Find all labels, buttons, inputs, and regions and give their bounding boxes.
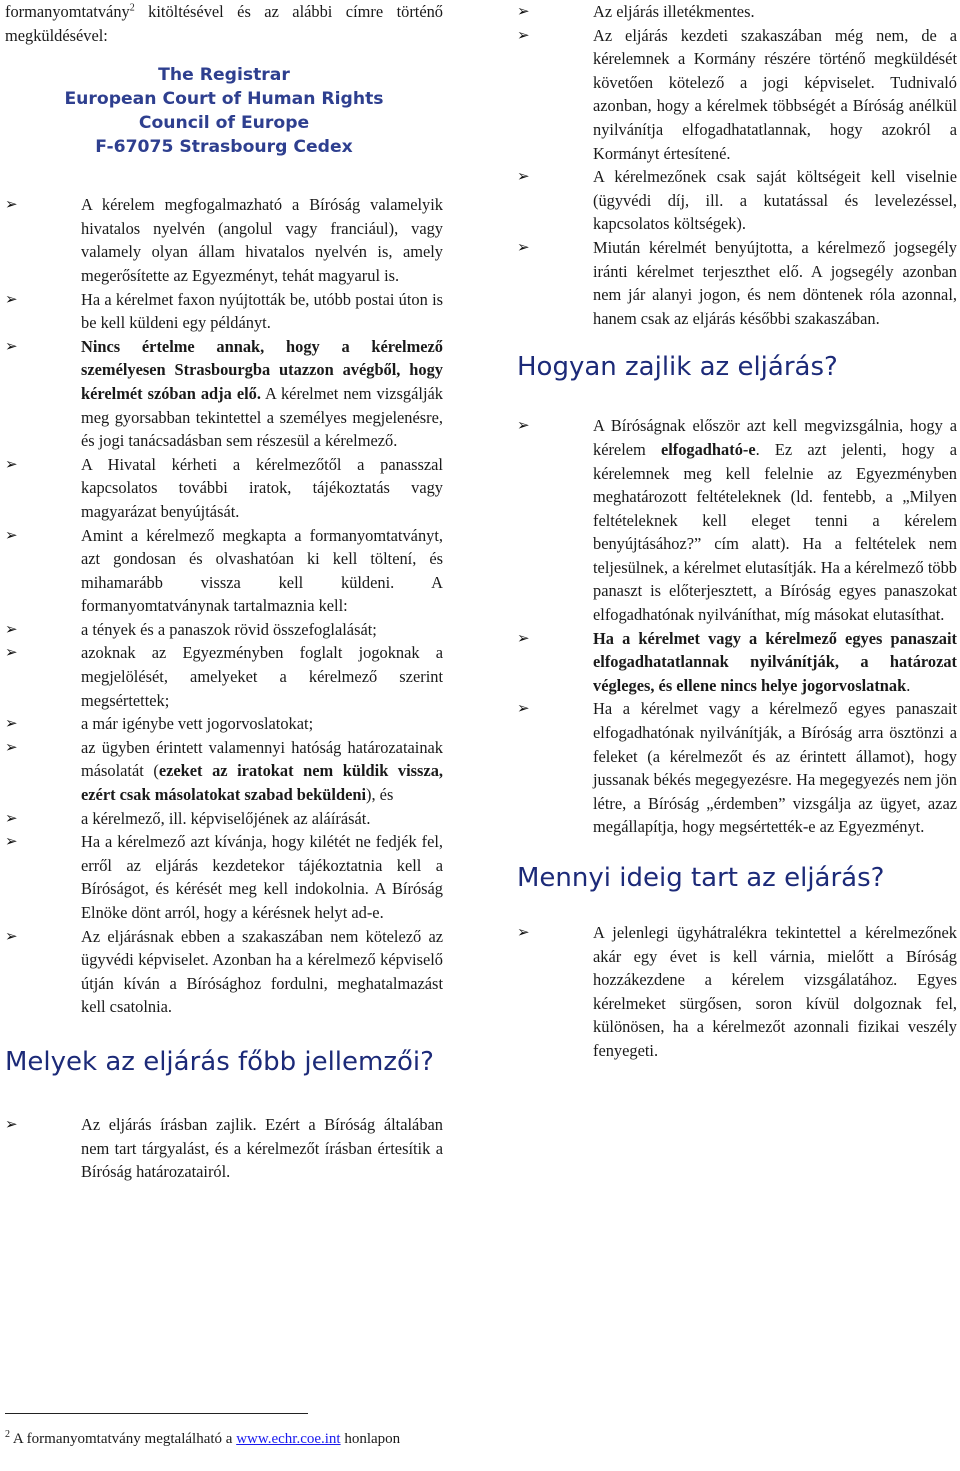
list-item <box>5 1113 443 1184</box>
arrow-bullet-icon: ➢ <box>517 628 530 647</box>
list-item-emphasis: elfogadható-e <box>660 439 756 459</box>
list-item <box>5 925 443 1019</box>
list-item <box>5 641 443 712</box>
arrow-bullet-icon: ➢ <box>5 454 18 473</box>
arrow-bullet-icon: ➢ <box>517 699 530 718</box>
list-item <box>5 524 443 618</box>
list-item <box>5 807 443 831</box>
list-item-text: A kérelmezőnek csak saját költségeit kell viselnie (ügyvédi díj, ill. a kutatással és levelezéssel, kapcsolatos költségek). <box>593 167 957 234</box>
intro-text-after: kitöltésével és az alábbi címre történő megküldésével: <box>5 2 443 45</box>
list-item <box>5 830 443 924</box>
list-item <box>5 193 443 287</box>
features-list <box>5 1113 443 1184</box>
list-item-text: Az eljárás kezdeti szakaszában még nem, de a kérelemnek a Kormány részére történő megküldését követően kötelező a jogi képviselet. Tudnivaló azonban, hogy a kérelmek többségét a Bíróság anélkül nyilvánítja elfogadhatatlannak, hogy azokról a Kormányt értesítené. <box>593 25 957 163</box>
list-item-text: . Ez azt jelenti, hogy a kérelemnek meg kell felelnie az Egyezményben meghatározott feltételeknek (ld. fentebb, a „Milyen feltételeknek kell eleget tenni a kérelem benyújtásához?” cím alatt). Ha a feltételek nem teljesülnek, a kérelmet elutasítják. Ha a kérelmező több panaszt is előterjesztett, a Bíróság egyes panaszokat elfogadhatónak nyilváníthat, míg másokat elutasíthat. <box>593 439 957 625</box>
list-item-text: a tények és a panaszok rövid összefoglalását; <box>81 619 377 639</box>
list-item <box>5 335 443 453</box>
list-item-text: A kérelem megfogalmazható a Bíróság valamelyik hivatalos nyelvén (angolul vagy franciául), vagy valamely olyan állam hivatalos nyelvén is, amely megerősítette az Egyezményt, tehát magyarul is. <box>81 195 443 285</box>
list-item <box>517 627 957 698</box>
list-item-text: az ügyben érintett valamennyi hatóság határozatainak másolatát ( <box>81 737 443 781</box>
heading-main-features: Melyek az eljárás főbb jellemzői? <box>5 1046 434 1077</box>
arrow-bullet-icon: ➢ <box>5 336 18 355</box>
footnote-text-after: honlapon <box>340 1431 401 1447</box>
footnote-divider <box>5 1413 308 1414</box>
list-item-emphasis: Nincs értelme annak, hogy a kérelmező személyesen Strasbourgba utazzon avégből, hogy kérelmét szóban adja elő. <box>81 336 443 403</box>
heading-duration: Mennyi ideig tart az eljárás? <box>517 863 885 893</box>
arrow-bullet-icon: ➢ <box>517 237 530 256</box>
list-item-text: Az eljárás írásban zajlik. Ezért a Bíróság általában nem tart tárgyalást, és a kérelmezőt írásban értesítik a Bíróság határozatairól. <box>81 1114 443 1182</box>
duration-list <box>517 921 957 1063</box>
list-item <box>517 697 957 839</box>
list-item <box>517 165 957 236</box>
list-item-text: Amint a kérelmező megkapta a formanyomtatványt, azt gondosan és olvashatóan ki kell töltení, és mihamarább vissza kell küldeni. A formanyomtatványnak tartalmaznia kell: <box>81 525 443 616</box>
list-item-text: A kérelmet nem vizsgálják meg gyorsabban tekintettel a személyes megjelenésre, és jogi tanácsadásban sem részesül a kérelmező. <box>81 383 443 451</box>
list-item <box>5 712 443 736</box>
address-line-court: European Court of Human Rights <box>64 89 384 110</box>
left-column <box>5 0 443 1184</box>
list-item-text: Az eljárásnak ebben a szakaszában nem kötelező az ügyvédi képviselet. Azonban ha a kérelmező képviselő útján kíván a Bírósághoz fordulni, meghatalmazást kell csatolnia. <box>81 926 443 1017</box>
list-item-text: a már igénybe vett jogorvoslatokat; <box>81 714 314 734</box>
arrow-bullet-icon: ➢ <box>517 923 530 941</box>
arrow-bullet-icon: ➢ <box>517 2 530 20</box>
list-item-text: Az eljárás illetékmentes. <box>593 2 755 21</box>
arrow-bullet-icon: ➢ <box>517 167 530 186</box>
arrow-bullet-icon: ➢ <box>5 808 18 827</box>
list-item <box>5 288 443 335</box>
echr-link[interactable]: www.echr.coe.int <box>236 1431 341 1447</box>
list-item <box>5 736 443 807</box>
list-item-text: Ha a kérelmet faxon nyújtották be, utóbb postai úton is be kell küldeni egy példányt. <box>81 289 443 333</box>
arrow-bullet-icon: ➢ <box>517 416 530 435</box>
heading-procedure: Hogyan zajlik az eljárás? <box>517 352 838 383</box>
arrow-bullet-icon: ➢ <box>5 714 18 733</box>
list-item <box>5 618 443 642</box>
arrow-bullet-icon: ➢ <box>5 832 18 851</box>
list-item-text: . <box>906 675 911 695</box>
list-item <box>517 24 957 166</box>
list-item <box>517 414 957 626</box>
right-column <box>517 0 957 1063</box>
list-item <box>517 236 957 330</box>
arrow-bullet-icon: ➢ <box>5 1114 18 1133</box>
arrow-bullet-icon: ➢ <box>5 619 18 638</box>
intro-text: formanyomtatvány <box>5 2 130 21</box>
requirements-list <box>5 193 443 1019</box>
list-item-text: azoknak az Egyezményben foglalt jogoknak a megjelölését, amelyeket a kérelmező szerint megsértettek; <box>81 643 443 710</box>
list-item-emphasis: Ha a kérelmet vagy a kérelmező egyes panaszait elfogadhatatlannak nyilvánítják, a határozat végleges, és ellene nincs helye jogorvoslatnak <box>593 628 957 695</box>
list-item-text: Ha a kérelmet vagy a kérelmező egyes panaszait elfogadhatónak nyilvánítják, a Bíróság arra ösztönzi a feleket (a kérelmezőt és az érintett államot), hogy jussanak békés megegyezésre. Ha megegyezés nem jön létre, a Bíróság „érdemben” vizsgálja az ügyet, azaz megállapítja, hogy megsértették-e az Egyezményt. <box>593 699 957 837</box>
address-line-city: F-67075 Strasbourg Cedex <box>95 137 353 158</box>
list-item-text: A Hivatal kérheti a kérelmezőtől a panasszal kapcsolatos további iratok, tájékoztatás vagy magyarázat benyújtását. <box>81 454 443 521</box>
address-line-council: Council of Europe <box>138 113 310 134</box>
arrow-bullet-icon: ➢ <box>5 926 18 945</box>
list-item-text: A Bíróságnak először azt kell megvizsgálnia, hogy a kérelem <box>593 416 957 459</box>
list-item-text: a kérelmező, ill. képviselőjének az aláírását. <box>81 808 371 828</box>
costs-list <box>517 0 957 330</box>
footnote-number: 2 <box>5 1429 10 1440</box>
arrow-bullet-icon: ➢ <box>5 737 18 756</box>
list-item-text: ), és <box>366 785 394 805</box>
list-item <box>517 921 957 1063</box>
list-item-text: Ha a kérelmező azt kívánja, hogy kilétét ne fedjék fel, erről az eljárás kezdetekor tájékoztatnia kell a Bíróságot, és kérését meg kell indokolnia. A Bíróság Elnöke dönt arról, hogy a kérésnek helyt ad-e. <box>81 832 443 922</box>
list-item-text: Miután kérelmét benyújtotta, a kérelmező jogsegély iránti kérelmet terjeszthet elő. A jogsegély azonban nem jár alanyi jogon, és nem döntenek róla azonnal, hanem csak az eljárás későbbi szakaszában. <box>593 237 957 328</box>
list-item <box>517 0 957 24</box>
list-item <box>5 453 443 524</box>
arrow-bullet-icon: ➢ <box>517 25 530 44</box>
arrow-bullet-icon: ➢ <box>5 643 18 662</box>
list-item-text: A jelenlegi ügyhátralékra tekintettel a kérelmezőnek akár egy évet is kell várnia, mielőtt a Bíróság hozzákezdene a kérelem vizsgálatához. Egyes kérelmeket sürgősen, soron kívül dolgoznak fel, különösen, ha a kérelmezőt azonnali fizikai veszély fenyegeti. <box>593 923 957 1060</box>
footnote <box>5 1428 445 1450</box>
list-item-emphasis: ezeket az iratokat nem küldik vissza, ezért csak másolatokat szabad beküldeni <box>81 761 443 805</box>
footnote-ref[interactable]: 2 <box>129 2 135 14</box>
footnote-text: A formanyomtatvány megtalálható a <box>10 1431 237 1447</box>
address-line-registrar: The Registrar <box>158 65 290 86</box>
arrow-bullet-icon: ➢ <box>5 195 18 214</box>
intro-paragraph <box>5 0 443 47</box>
arrow-bullet-icon: ➢ <box>5 525 18 544</box>
registrar-address <box>5 63 443 159</box>
arrow-bullet-icon: ➢ <box>5 289 18 308</box>
procedure-list <box>517 414 957 839</box>
